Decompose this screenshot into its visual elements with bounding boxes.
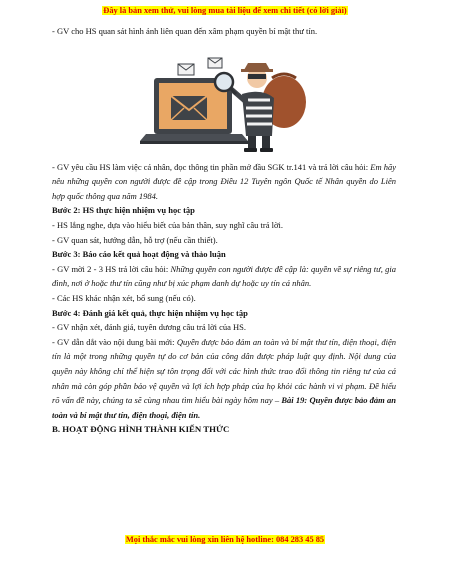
step4-intro-paragraph <box>52 335 396 423</box>
preview-banner <box>0 6 450 15</box>
step3-lead: - GV mời 2 - 3 HS trả lời câu hỏi: <box>52 263 171 274</box>
spy-laptop-illustration <box>52 46 396 156</box>
paragraph-observe-image: - GV cho HS quan sát hình ảnh liên quan đến xâm phạm quyền bí mật thư tín. <box>52 26 318 36</box>
section-b-heading: B. HOẠT ĐỘNG HÌNH THÀNH KIẾN THỨC <box>52 424 230 435</box>
step3-heading: Bước 3: Báo cáo kết quả hoạt động và thảo luận <box>52 249 226 260</box>
hotline-text: Mọi thắc mắc vui lòng xin liên hệ hotline: 084 283 45 85 <box>125 535 325 544</box>
paragraph-task <box>52 160 396 204</box>
hacker-stealing-mail-icon <box>124 46 324 156</box>
document-body <box>52 24 396 437</box>
step3-answer-paragraph <box>52 262 396 291</box>
step2-line2: - GV quan sát, hướng dẫn, hỗ trợ (nếu cần thiết). <box>52 234 218 245</box>
step4-line1: - GV nhận xét, đánh giá, tuyên dương câu trả lời của HS. <box>52 322 247 333</box>
task-instruction: - GV yêu cầu HS làm việc cá nhân, đọc thông tin phần mở đầu SGK tr.141 và trả lời câu hỏi: <box>52 161 371 172</box>
step4-heading: Bước 4: Đánh giá kết quả, thực hiện nhiệm vụ học tập <box>52 307 248 318</box>
step2-heading: Bước 2: HS thực hiện nhiệm vụ học tập <box>52 205 195 216</box>
step3-line2: - Các HS khác nhận xét, bổ sung (nếu có). <box>52 292 196 303</box>
task-question: Em hãy nêu những quyền con người được đề cập trong Điều 12 Tuyên ngôn Quốc tế Nhân quyền do Liên hợp quốc thông qua năm 1984. <box>52 161 396 201</box>
preview-banner-text: Đây là bản xem thử, vui lòng mua tài liệu để xem chi tiết (có lời giải) <box>103 6 347 15</box>
step2-line1: - HS lắng nghe, dựa vào hiểu biết của bản thân, suy nghĩ câu trả lời. <box>52 219 283 230</box>
step3-answer: Những quyền con người được đề cập là: quyền về sự riêng tư, gia đình, nơi ở hoặc thư tín cũng như bị xúc phạm danh dự hoặc uy tín cá nhân. <box>52 263 396 289</box>
step4-lead: - GV dẫn dắt vào nội dung bài mới: <box>52 336 177 347</box>
step4-introduction: Quyền được bảo đảm an toàn và bí mật thư tín, điện thoại, điện tín là một trong những quyền tự do cơ bản của công dân được pháp luật quy định. Nội dung của quyền này không chỉ thể hiện sự tôn trọng đối với các hình thức trao đổi thông tin riêng tư của cá nhân mà còn góp phần bảo vệ quyền và lợi ích hợp pháp của họ khỏi các hành vi vi phạm. Đề hiểu rõ vấn đề này, chúng ta sẽ cùng nhau tìm hiểu bài ngày hôm nay – <box>52 336 396 406</box>
hotline-banner <box>0 535 450 544</box>
lesson-title: Bài 19: Quyền được bảo đảm an toàn và bí mật thư tín, điện thoại, điện tín. <box>52 395 396 420</box>
